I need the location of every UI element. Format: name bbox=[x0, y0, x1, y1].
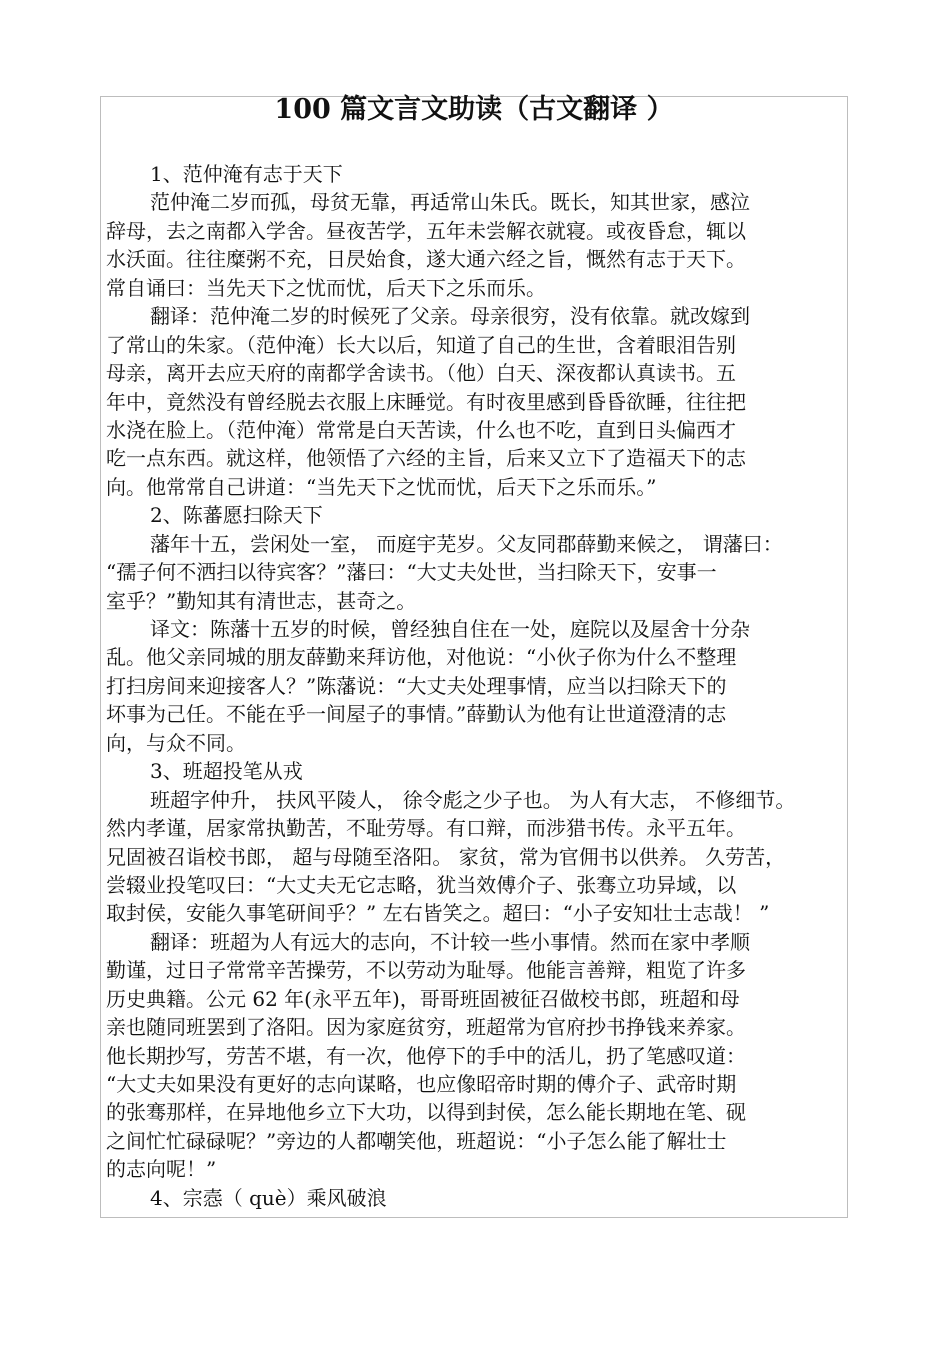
text-line: 3、班超投笔从戎 bbox=[150, 759, 303, 784]
text-line: 尝辍业投笔叹曰：“大丈夫无它志略，犹当效傅介子、张骞立功异域，以 bbox=[106, 872, 737, 897]
text-line: 打扫房间来迎接客人？”陈藩说：“大丈夫处理事情，应当以扫除天下的 bbox=[106, 673, 727, 698]
text-line: 范仲淹二岁而孤，母贫无靠，再适常山朱氏。既长，知其世家，感泣 bbox=[150, 190, 750, 215]
text-line: 4、宗悫（ què）乘风破浪 bbox=[150, 1185, 387, 1210]
text-line: 的张骞那样，在异地他乡立下大功，以得到封侯，怎么能长期地在笔、砚 bbox=[106, 1100, 746, 1125]
text-line: 年中，竟然没有曾经脱去衣服上床睡觉。有时夜里感到昏昏欲睡，往往把 bbox=[106, 389, 746, 414]
text-line: 翻译：班超为人有远大的志向，不计较一些小事情。然而在家中孝顺 bbox=[150, 929, 750, 954]
text-line: 亲也随同班罢到了洛阳。因为家庭贫穷，班超常为官府抄书挣钱来养家。 bbox=[106, 1015, 746, 1040]
text-line: 之间忙忙碌碌呢？”旁边的人都嘲笑他，班超说：“小子怎么能了解壮士 bbox=[106, 1128, 727, 1153]
text-line: 向，与众不同。 bbox=[106, 730, 246, 755]
text-line: 取封侯，安能久事笔研间乎？” 左右皆笑之。超曰：“小子安知壮士志哉！ ” bbox=[106, 901, 770, 926]
text-line: 兄固被召诣校书郎， 超与母随至洛阳。 家贫，常为官佣书以供养。 久劳苦， bbox=[106, 844, 786, 869]
text-line: 然内孝谨，居家常执勤苦，不耻劳辱。有口辩，而涉猎书传。永平五年。 bbox=[106, 816, 746, 841]
text-line: “大丈夫如果没有更好的志向谋略，也应像昭帝时期的傅介子、武帝时期 bbox=[106, 1072, 737, 1096]
text-line: 坏事为己任。不能在乎一间屋子的事情。”薛勤认为他有让世道澄清的志 bbox=[106, 702, 727, 727]
text-line: 他长期抄写，劳苦不堪，有一次，他停下的手中的活儿，扔了笔感叹道： bbox=[106, 1043, 746, 1068]
text-line: 1、范仲淹有志于天下 bbox=[150, 162, 343, 186]
text-line: 2、陈蕃愿扫除天下 bbox=[150, 503, 323, 528]
document-body bbox=[106, 160, 844, 1212]
text-line: 母亲，离开去应天府的南都学舍读书。（他）白天、深夜都认真读书。五 bbox=[106, 361, 736, 386]
text-line: 常自诵曰：当先天下之忧而忧，后天下之乐而乐。 bbox=[106, 275, 546, 300]
text-line: “孺子何不洒扫以待宾客？”藩曰：“大丈夫处世，当扫除天下，安事一 bbox=[106, 560, 717, 585]
document-title: 100 篇文言文助读（古文翻译 ） bbox=[274, 94, 674, 125]
text-line: 吃一点东西。就这样，他领悟了六经的主旨，后来又立下了造福天下的志 bbox=[106, 446, 746, 471]
text-line: 向。他常常自己讲道：“当先天下之忧而忧，后天下之乐而乐。” bbox=[106, 474, 657, 499]
text-line: 辞母，去之南都入学舍。昼夜苦学，五年未尝解衣就寝。或夜昏怠，辄以 bbox=[106, 218, 746, 243]
text-line: 室乎？”勤知其有清世志，甚奇之。 bbox=[106, 588, 417, 613]
text-line: 水沃面。往往糜粥不充，日昃始食，遂大通六经之旨，慨然有志于天下。 bbox=[106, 247, 746, 272]
text-line: 乱。他父亲同城的朋友薛勤来拜访他，对他说：“小伙子你为什么不整理 bbox=[106, 645, 737, 670]
text-line: 历史典籍。公元 62 年(永平五年)，哥哥班固被征召做校书郎，班超和母 bbox=[106, 986, 740, 1011]
text-line: 水浇在脸上。（范仲淹）常常是白天苦读，什么也不吃，直到日头偏西才 bbox=[106, 417, 736, 442]
text-line: 翻译：范仲淹二岁的时候死了父亲。母亲很穷，没有依靠。就改嫁到 bbox=[150, 304, 750, 329]
text-line: 班超字仲升， 扶风平陵人， 徐令彪之少子也。 为人有大志， 不修细节。 bbox=[150, 787, 796, 812]
text-line: 的志向呢！” bbox=[106, 1157, 217, 1182]
text-line: 译文：陈藩十五岁的时候，曾经独自住在一处，庭院以及屋舍十分杂 bbox=[150, 617, 750, 641]
text-line: 勤谨，过日子常常辛苦操劳，不以劳动为耻辱。他能言善辩，粗览了许多 bbox=[106, 958, 746, 983]
text-line: 藩年十五，尝闲处一室， 而庭宇芜岁。父友同郡薛勤来候之， 谓藩曰： bbox=[150, 531, 783, 556]
text-line: 了常山的朱家。（范仲淹）长大以后，知道了自己的生世，含着眼泪告别 bbox=[106, 332, 736, 357]
